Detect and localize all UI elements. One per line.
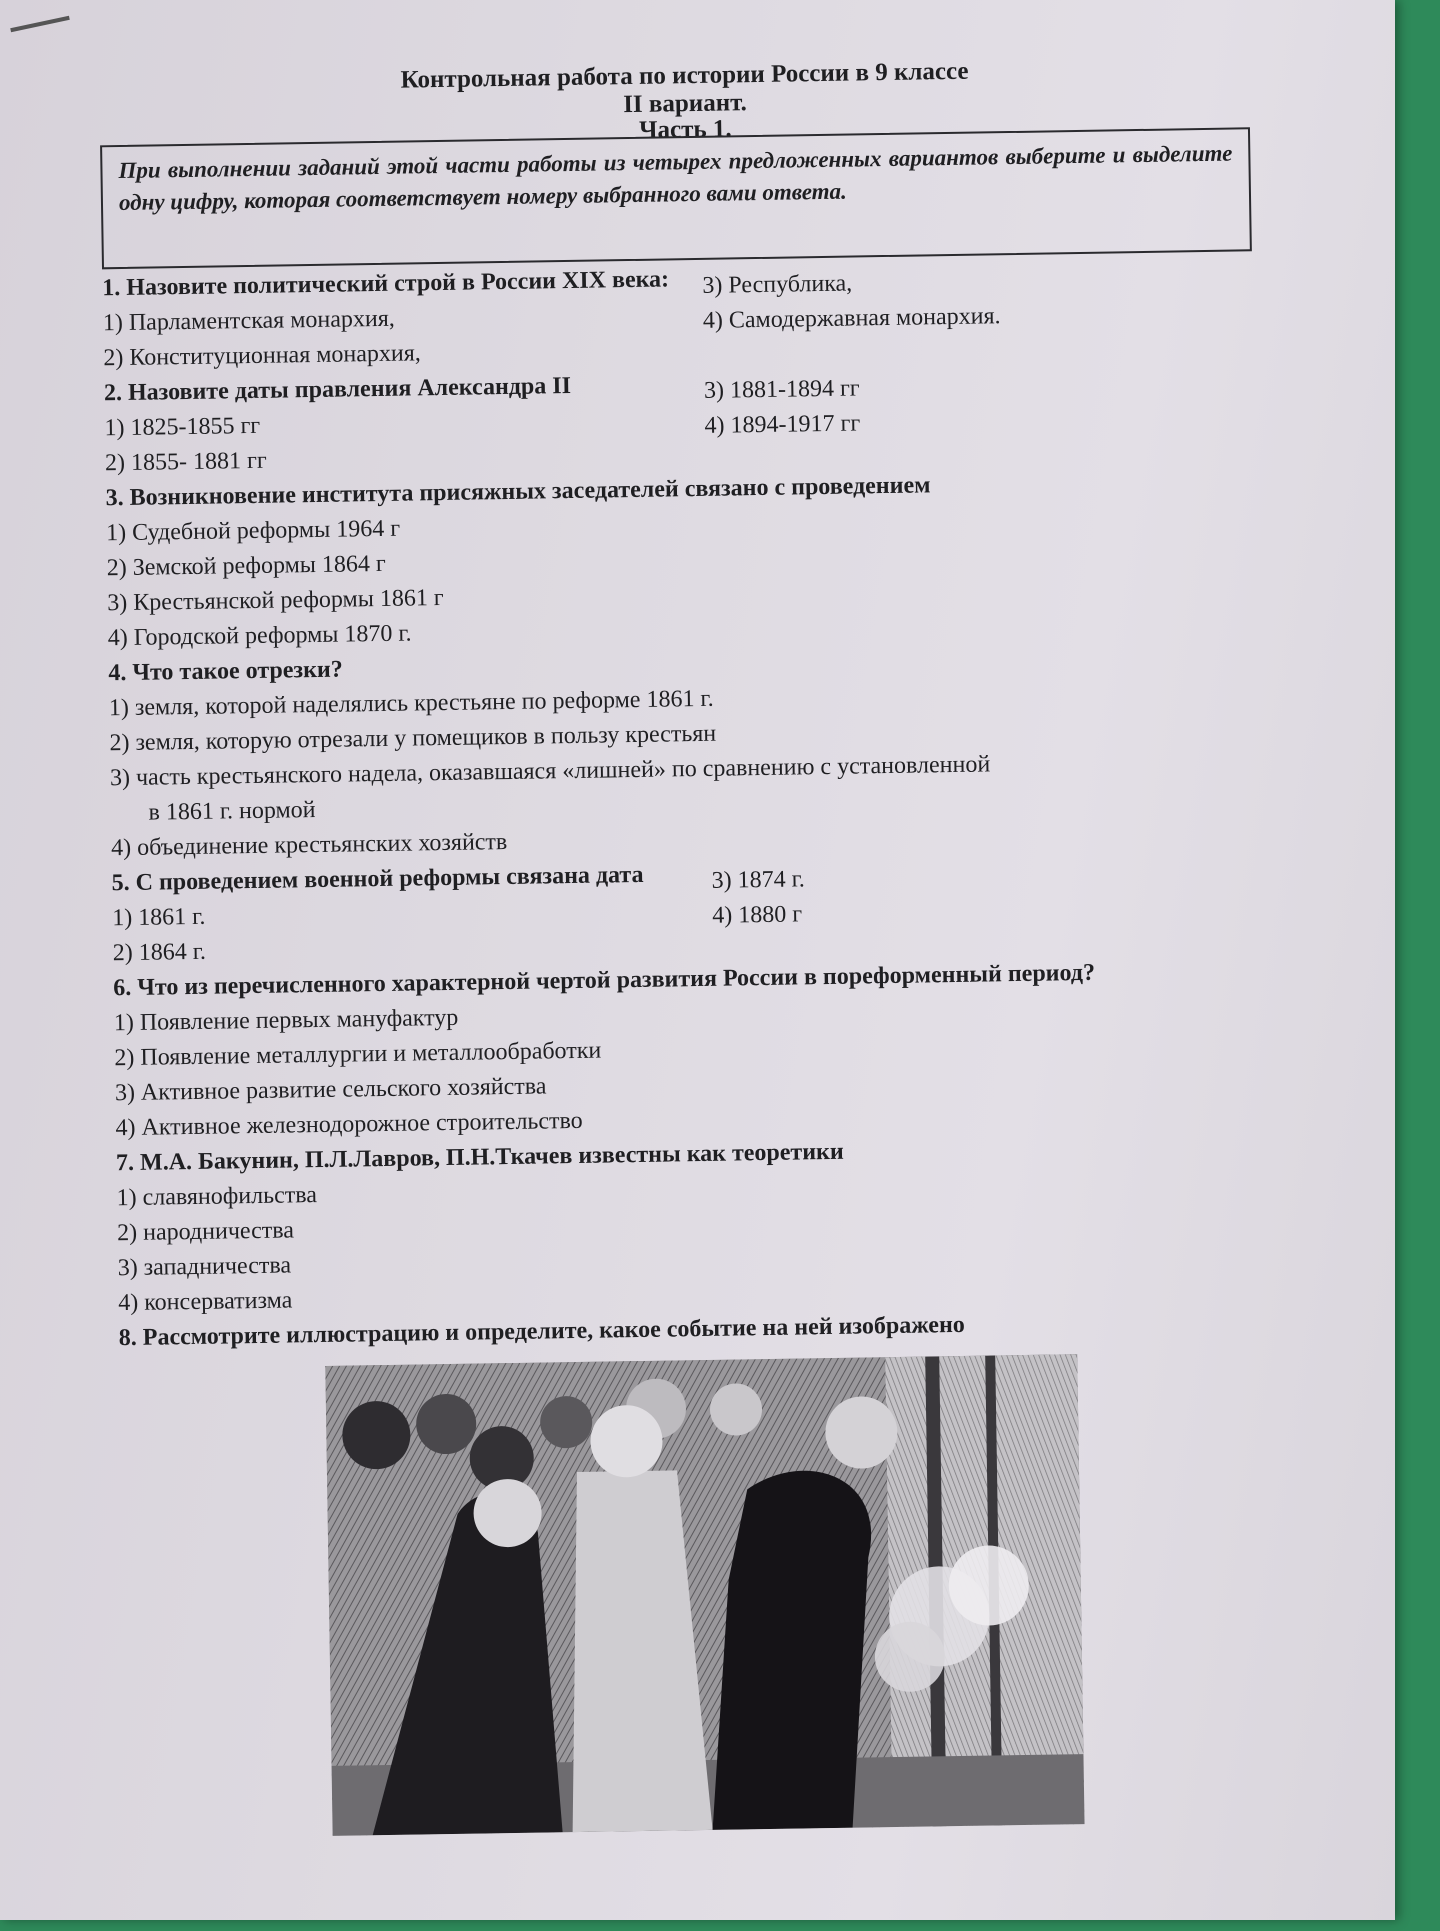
option[interactable]: 4) консерватизма [118,1287,293,1317]
option[interactable]: 2) 1855- 1881 гг [104,447,267,477]
option[interactable]: 4) Самодержавная монархия. [702,303,1001,334]
option[interactable]: 3) 1874 г. [711,866,806,894]
option[interactable]: 3) Активное развитие сельского хозяйства [114,1073,547,1107]
question-2: 2. Назовите даты правления Александра II [103,372,572,407]
option[interactable]: 1) Судебной реформы 1964 г [105,515,401,547]
instruction-box: При выполнении заданий этой части работы из четырех предложенных вариантов выберите и выделите одну цифру, которая соответствует номеру выбранного вами ответа. [100,127,1252,269]
option[interactable]: 3) Крестьянской реформы 1861 г [107,584,444,617]
option[interactable]: 4) объединение крестьянских хозяйств [110,829,508,862]
option[interactable]: 2) народничества [116,1217,295,1247]
option[interactable]: 1) славянофильства [116,1182,318,1212]
option-continuation: в 1861 г. нормой [148,797,316,826]
option[interactable]: 2) Земской реформы 1864 г [106,550,386,582]
option[interactable]: 4) 1894-1917 гг [704,410,861,439]
option[interactable]: 2) Конституционная монархия, [103,340,422,372]
question-3: 3. Возникновение института присяжных заседателей связано с проведением [105,472,931,512]
option[interactable]: 4) Городской реформы 1870 г. [107,620,412,652]
option[interactable]: 3) часть крестьянского надела, оказавшаяся «лишней» по сравнению с установленной [109,751,991,792]
option[interactable]: 2) земля, которую отрезали у помещиков в пользу крестьян [109,720,717,757]
variant-label: II вариант. [622,89,747,119]
option[interactable]: 3) западничества [117,1252,292,1282]
option[interactable]: 1) Парламентская монархия, [102,305,396,337]
document-title: Контрольная работа по истории России в 9 классе [400,57,969,94]
question-4: 4. Что такое отрезки? [108,656,343,687]
question-1: 1. Назовите политический строй в России XIX века: [102,266,670,302]
option[interactable]: 1) 1861 г. [112,903,206,932]
question-8: 8. Рассмотрите иллюстрацию и определите, какое событие на ней изображено [118,1311,966,1352]
option[interactable]: 2) 1864 г. [112,938,207,967]
option[interactable]: 2) Появление металлургии и металлообработки [114,1037,602,1072]
questions [102,253,1269,1356]
option[interactable]: 3) Республика, [702,270,853,299]
option[interactable]: 4) 1880 г [712,901,803,929]
question-6: 6. Что из перечисленного характерной чертой развития России в пореформенный период? [113,959,1096,1002]
option[interactable]: 3) 1881-1894 гг [703,375,860,404]
part-label: Часть 1. [638,115,732,144]
historical-engraving-illustration [325,1354,1084,1836]
option[interactable]: 4) Активное железнодорожное строительство [115,1107,583,1142]
option[interactable]: 1) 1825-1855 гг [104,412,261,442]
question-7: 7. М.А. Бакунин, П.Л.Лавров, П.Н.Ткачев известны как теоретики [115,1138,844,1177]
option[interactable]: 1) земля, которой наделялись крестьяне по реформе 1861 г. [108,685,714,722]
option[interactable]: 1) Появление первых мануфактур [113,1004,459,1037]
question-5: 5. С проведением военной реформы связана дата [111,861,644,897]
